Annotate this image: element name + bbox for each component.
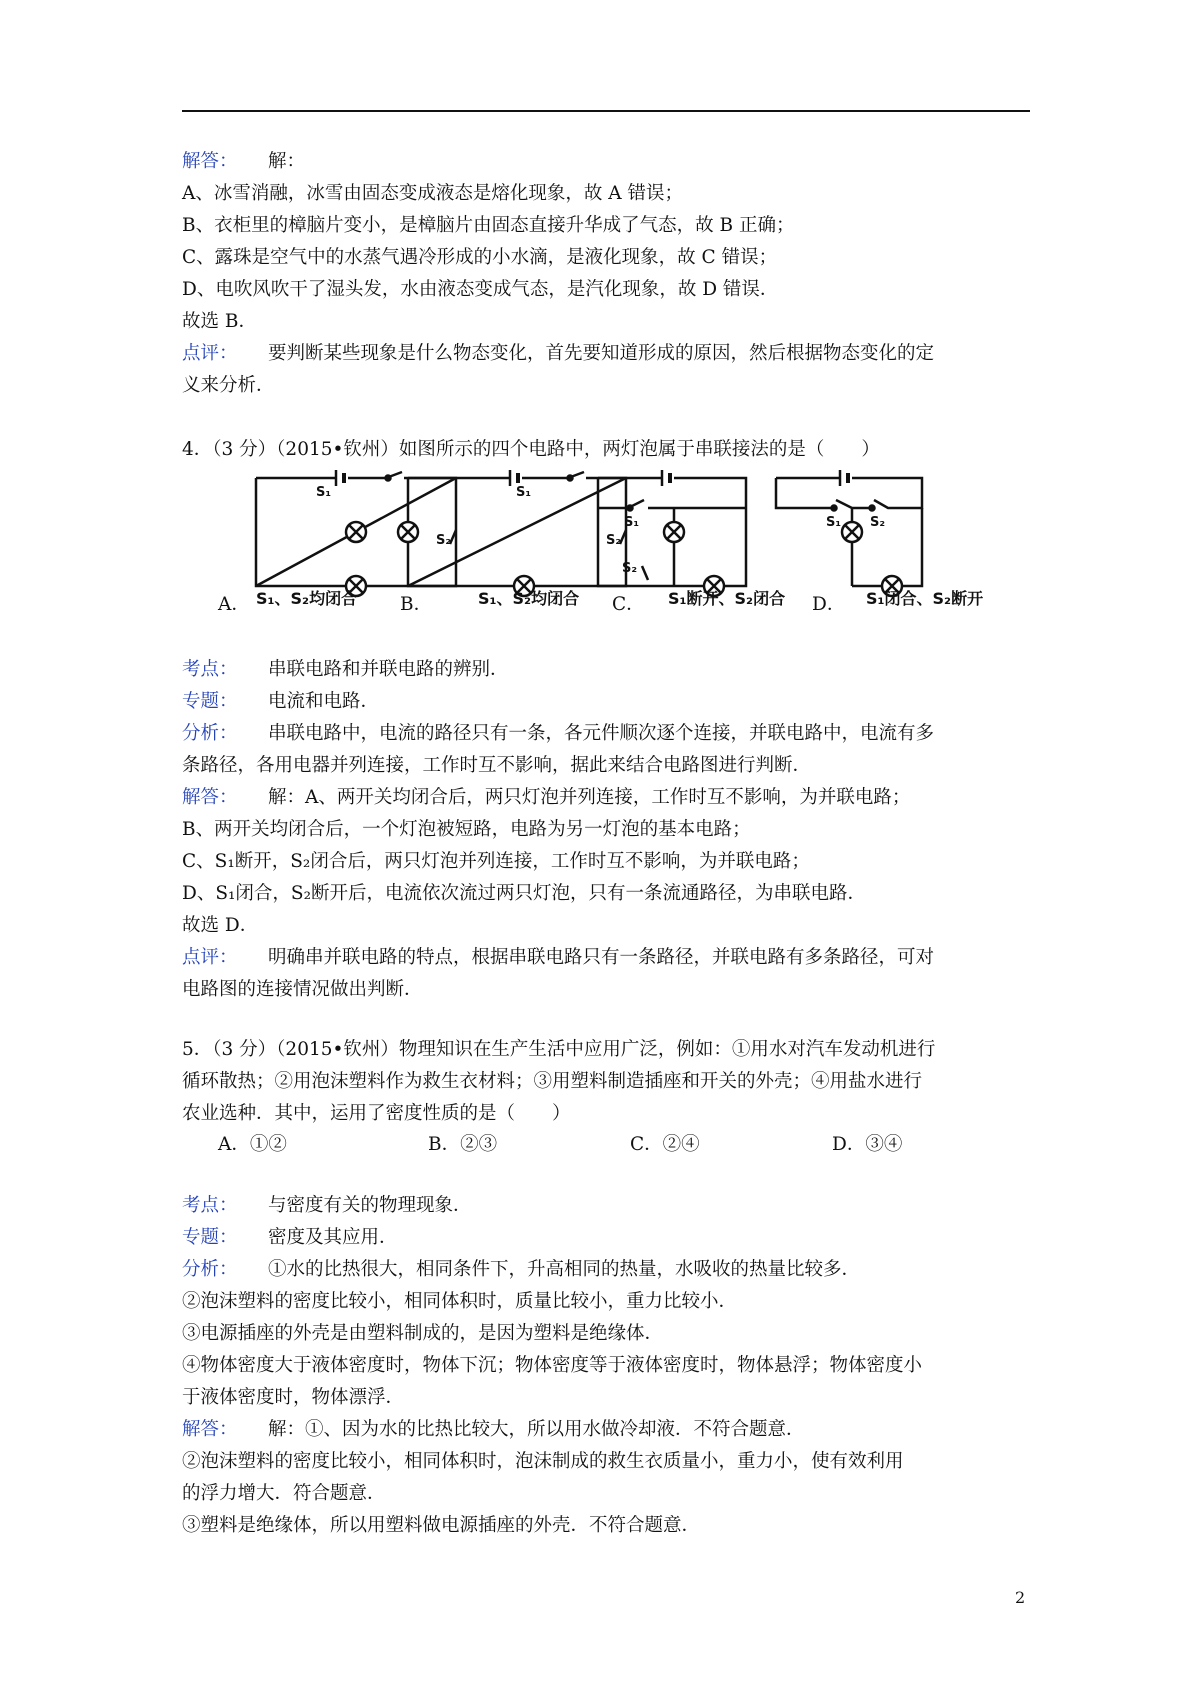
q3-answer-b: B、衣柜里的樟脑片变小，是樟脑片由固态直接升华成了气态，故 B 正确； — [182, 215, 795, 236]
q5-choice-b: B．②③ — [428, 1134, 498, 1155]
switch-label-s2: S₂ — [622, 561, 638, 576]
q4-topic-line: 专题： 电流和电路． — [182, 686, 1030, 718]
q5-solution-block — [182, 1190, 1030, 1542]
q4-stem: 4．（3 分）（2015•钦州）如图所示的四个电路中，两灯泡属于串联接法的是（ ） — [182, 439, 880, 460]
answer-label: 解答： — [182, 151, 238, 172]
q3-comment-cont: 义来分析． — [182, 375, 275, 396]
circuit-d — [776, 470, 922, 596]
answer-label: 解答： — [182, 787, 238, 808]
option-letter-c: C． — [612, 594, 645, 615]
option-letter-d: D． — [812, 594, 846, 615]
q5-answer-2: ②泡沫塑料的密度比较小，相同体积时，泡沫制成的救生衣质量小，重力小，使有效利用 — [182, 1451, 904, 1472]
q3-answer-line: 解答： 解： — [182, 146, 1030, 178]
q4-final-choice: 故选 D． — [182, 915, 259, 936]
switch-label-s2: S₂ — [870, 515, 886, 530]
switch-label-s1: S₁ — [624, 515, 640, 530]
switch-label-s2: S₂ — [436, 533, 452, 548]
topic-label: 专题： — [182, 1227, 238, 1248]
comment-label: 点评： — [182, 947, 238, 968]
comment-label: 点评： — [182, 343, 238, 364]
q5-analysis-5: 于液体密度时，物体漂浮． — [182, 1387, 405, 1408]
q4-answer-line: 解答： 解：A、两开关均闭合后，两只灯泡并列连接，工作时互不影响，为并联电路； — [182, 782, 1030, 814]
switch-label-s1: S₁ — [316, 485, 332, 500]
q4-solution-block — [182, 654, 1030, 1006]
q5-analysis-2: ②泡沫塑料的密度比较小，相同体积时，质量比较小，重力比较小． — [182, 1291, 738, 1312]
q5-choice-c: C．②④ — [630, 1134, 700, 1155]
q5-choice-d: D．③④ — [832, 1134, 903, 1155]
answer-label: 解答： — [182, 1419, 238, 1440]
q4-comment-line: 点评： 明确串并联电路的特点，根据串联电路只有一条路径，并联电路有多条路径，可对 — [182, 942, 1030, 974]
switch-label-s2: S₂ — [606, 533, 622, 548]
q5-point-line: 考点： 与密度有关的物理现象． — [182, 1190, 1030, 1222]
switch-label-s1: S₁ — [516, 485, 532, 500]
analysis-label: 分析： — [182, 723, 238, 744]
option-caption-c: S₁断开、S₂闭合 — [668, 589, 786, 608]
q4-answer-b: B、两开关均闭合后，一个灯泡被短路，电路为另一灯泡的基本电路； — [182, 819, 751, 840]
circuit-b — [398, 470, 626, 596]
q3-answer-d: D、电吹风吹干了湿头发，水由液态变成气态，是汽化现象，故 D 错误． — [182, 279, 779, 300]
q4-answer-c: C、S₁断开，S₂闭合后，两只灯泡并列连接，工作时互不影响，为并联电路； — [182, 851, 810, 872]
q4-analysis-cont: 条路径，各用电器并列连接，工作时互不影响，据此来结合电路图进行判断． — [182, 755, 812, 776]
q4-analysis-line: 分析： 串联电路中，电流的路径只有一条，各元件顺次逐个连接，并联电路中，电流有多 — [182, 718, 1030, 750]
q3-answer-c: C、露珠是空气中的水蒸气遇冷形成的小水滴，是液化现象，故 C 错误； — [182, 247, 778, 268]
q5-choice-a: A．①② — [218, 1134, 287, 1155]
option-caption-d: S₁闭合、S₂断开 — [866, 589, 984, 608]
q3-comment-line: 点评： 要判断某些现象是什么物态变化，首先要知道形成的原因，然后根据物态变化的定 — [182, 338, 1030, 370]
q4-comment-cont: 电路图的连接情况做出判断． — [182, 979, 423, 1000]
q5-answer-line: 解答： 解：①、因为水的比热比较大，所以用水做冷却液．不符合题意． — [182, 1414, 1030, 1446]
option-caption-b: S₁、S₂均闭合 — [478, 589, 580, 608]
q3-solution-block — [182, 146, 1030, 402]
q3-final-choice: 故选 B． — [182, 311, 257, 332]
point-label: 考点： — [182, 1195, 238, 1216]
q5-analysis-line: 分析： ①水的比热很大，相同条件下，升高相同的热量，水吸收的热量比较多． — [182, 1254, 1030, 1286]
q4-point-line: 考点： 串联电路和并联电路的辨别． — [182, 654, 1030, 686]
q5-analysis-3: ③电源插座的外壳是由塑料制成的，是因为塑料是绝缘体． — [182, 1323, 664, 1344]
switch-label-s1: S₁ — [826, 515, 842, 530]
topic-label: 专题： — [182, 691, 238, 712]
q5-analysis-4: ④物体密度大于液体密度时，物体下沉；物体密度等于液体密度时，物体悬浮；物体密度小 — [182, 1355, 923, 1376]
q5-answer-4: ③塑料是绝缘体，所以用塑料做电源插座的外壳．不符合题意． — [182, 1515, 701, 1536]
point-label: 考点： — [182, 659, 238, 680]
q5-stem: 5．（3 分）（2015•钦州）物理知识在生产生活中应用广泛，例如：①用水对汽车发动机进行 循环散热；②用泡沫塑料作为救生衣材料；③用塑料制造插座和开关的外壳；④用盐水进行 农业选种．其中，运用了密度性质的是（ ） — [182, 1039, 936, 1124]
option-caption-a: S₁、S₂均闭合 — [256, 589, 358, 608]
option-letter-b: B． — [400, 594, 433, 615]
option-letter-a: A． — [218, 594, 250, 615]
analysis-label: 分析： — [182, 1259, 238, 1280]
header-rule — [182, 110, 1030, 112]
page-number: 2 — [1015, 1588, 1026, 1607]
q5-answer-3: 的浮力增大．符合题意． — [182, 1483, 386, 1504]
q5-topic-line: 专题： 密度及其应用． — [182, 1222, 1030, 1254]
q3-answer-a: A、冰雪消融，冰雪由固态变成液态是熔化现象，故 A 错误； — [182, 183, 683, 204]
q4-answer-d: D、S₁闭合，S₂断开后，电流依次流过两只灯泡，只有一条流通路径，为串联电路． — [182, 883, 867, 904]
